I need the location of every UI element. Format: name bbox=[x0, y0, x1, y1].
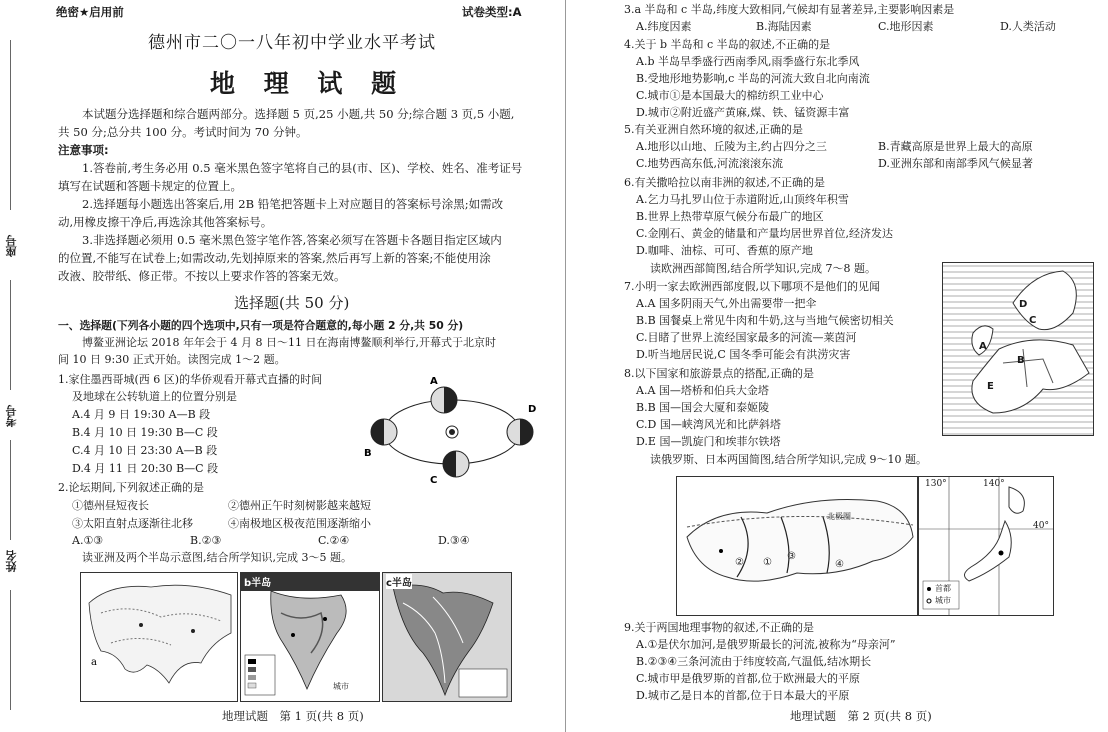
page-2 bbox=[572, 0, 1108, 732]
arctic-circle-label: 北极圈 bbox=[827, 512, 851, 521]
country-c-label: C bbox=[1029, 315, 1037, 326]
japan-map bbox=[918, 476, 1054, 616]
q2-statement: ③太阳直射点逐渐往北移 bbox=[72, 517, 193, 530]
earth-a bbox=[431, 387, 457, 413]
city-legend: 城市 bbox=[935, 596, 951, 605]
notes-title: 注意事项: bbox=[58, 143, 109, 157]
country-e-label: E bbox=[987, 381, 994, 392]
note-text: 3.非选择题必须用 0.5 毫米黑色签字笔作答,答案必须写在答题卡各题目指定区域内 bbox=[82, 233, 502, 247]
q3-option-c: C.地形因素 bbox=[878, 20, 934, 33]
question-1: 1.家住墨西哥城(西 6 区)的华侨观看开幕式直播的时间 bbox=[58, 373, 323, 386]
q4-option-a: A.b 半岛旱季盛行西南季风,雨季盛行东北季风 bbox=[636, 55, 860, 68]
orbit-label-b: B bbox=[364, 448, 372, 459]
russia-map bbox=[676, 476, 918, 616]
q9-option-c: C.城市甲是俄罗斯的首都,位于欧洲最大的平原 bbox=[636, 672, 861, 685]
question-9: 9.关于两国地理事物的叙述,不正确的是 bbox=[624, 621, 814, 634]
country-a-label: A bbox=[979, 341, 987, 352]
q3-option-b: B.海陆因素 bbox=[756, 20, 812, 33]
note-text: 2.选择题每小题选出答案后,用 2B 铅笔把答题卡上对应题目的答案标号涂黑;如需改 bbox=[82, 197, 504, 211]
asia-label-a: a bbox=[91, 657, 97, 668]
earth-b bbox=[371, 419, 397, 445]
exam-title: 德州市二〇一八年初中学业水平考试 bbox=[148, 33, 436, 53]
q4-option-c: C.城市①是本国最大的棉纺织工业中心 bbox=[636, 89, 824, 102]
q2-option-c: C.②④ bbox=[318, 534, 350, 547]
question-4: 4.关于 b 半岛和 c 半岛的叙述,不正确的是 bbox=[624, 38, 831, 51]
note-text: 改液、胶带纸、修正带。不按以上要求作答的答案无效。 bbox=[58, 269, 346, 283]
section-desc: 一、选择题(下列各小题的四个选项中,只有一项是符合题意的,每小题 2 分,共 50 分) bbox=[58, 319, 464, 332]
q2-option-d: D.③④ bbox=[438, 534, 470, 547]
orbit-label-a: A bbox=[430, 376, 438, 387]
q1-option-b: B.4 月 10 日 19:30 B—C 段 bbox=[72, 426, 218, 439]
q7-option-d: D.听当地居民说,C 国冬季可能会有洪涝灾害 bbox=[636, 348, 851, 361]
seat-label: 座号 bbox=[5, 235, 18, 257]
q7-option-b: B.B 国餐桌上常见牛肉和牛奶,这与当地气候密切相关 bbox=[636, 314, 894, 327]
exam-no-label: 考号 bbox=[5, 405, 18, 427]
q3-option-a: A.纬度因素 bbox=[636, 20, 692, 33]
question-7: 7.小明一家去欧洲西部度假,以下哪项不是他们的见闻 bbox=[624, 280, 880, 293]
q6-option-b: B.世界上热带草原气候分布最广的地区 bbox=[636, 210, 824, 223]
c-peninsula-map bbox=[382, 572, 512, 702]
subject-title: 地 理 试 题 bbox=[210, 69, 407, 98]
question-8: 8.以下国家和旅游景点的搭配,正确的是 bbox=[624, 367, 814, 380]
q5-option-a: A.地形以山地、丘陵为主,约占四分之三 bbox=[636, 140, 827, 153]
paper-type: 试卷类型:A bbox=[462, 5, 522, 19]
question-stem: 间 10 日 9:30 正式开始。读图完成 1～2 题。 bbox=[58, 353, 286, 366]
question-3: 3.a 半岛和 c 半岛,纬度大致相同,气候却有显著差异,主要影响因素是 bbox=[624, 3, 955, 16]
q6-option-c: C.金刚石、黄金的储量和产量均居世界首位,经济发达 bbox=[636, 227, 894, 240]
b-peninsula-map bbox=[240, 572, 380, 702]
q5-option-b: B.青藏高原是世界上最大的高原 bbox=[878, 140, 1033, 153]
western-europe-map bbox=[942, 262, 1094, 436]
earth-orbit-diagram bbox=[360, 370, 540, 488]
q7-option-a: A.A 国多阴雨天气,外出需要带一把伞 bbox=[636, 297, 817, 310]
q7-option-c: C.目睹了世界上流经国家最多的河流—莱茵河 bbox=[636, 331, 857, 344]
secret-label: 绝密★启用前 bbox=[56, 5, 124, 19]
q9-option-a: A.①是伏尔加河,是俄罗斯最长的河流,被称为“母亲河” bbox=[636, 638, 896, 651]
capital-legend: 首都 bbox=[935, 584, 951, 593]
earth-c bbox=[443, 451, 469, 477]
longitude-130: 130° bbox=[925, 479, 947, 489]
section-title: 选择题(共 50 分) bbox=[234, 294, 350, 312]
orbit-label-d: D bbox=[528, 404, 537, 415]
note-text: 填写在试题和答题卡规定的位置上。 bbox=[58, 179, 242, 193]
q6-option-a: A.乞力马扎罗山位于赤道附近,山顶终年积雪 bbox=[636, 193, 849, 206]
earth-d bbox=[507, 419, 533, 445]
latitude-40: 40° bbox=[1033, 521, 1049, 531]
question-stem: 读欧洲西部简图,结合所学知识,完成 7～8 题。 bbox=[650, 262, 876, 275]
page-divider bbox=[565, 0, 566, 732]
city-legend: 城市 bbox=[333, 682, 349, 691]
river-2-label: ② bbox=[735, 557, 744, 568]
question-stem: 博鳌亚洲论坛 2018 年年会于 4 月 8 日～11 日在海南博鳌顺利举行,开幕式于北京时 bbox=[82, 336, 496, 349]
country-b-label: B bbox=[1017, 355, 1025, 366]
q5-option-c: C.地势西高东低,河流滚滚东流 bbox=[636, 157, 784, 170]
question-5: 5.有关亚洲自然环境的叙述,正确的是 bbox=[624, 123, 803, 136]
q1-option-a: A.4 月 9 日 19:30 A—B 段 bbox=[72, 408, 211, 421]
name-label: 姓名 bbox=[5, 550, 18, 572]
country-d-label: D bbox=[1019, 299, 1028, 310]
intro-text: 共 50 分;总分共 100 分。考试时间为 70 分钟。 bbox=[58, 125, 308, 139]
c-peninsula-label: c半岛 bbox=[386, 574, 412, 589]
q9-option-d: D.城市乙是日本的首都,位于日本最大的平原 bbox=[636, 689, 850, 702]
q5-option-d: D.亚洲东部和南部季风气候显著 bbox=[878, 157, 1033, 170]
intro-text: 本试题分选择题和综合题两部分。选择题 5 页,25 小题,共 50 分;综合题 3 页,5 小题, bbox=[82, 107, 515, 121]
q6-option-d: D.咖啡、油棕、可可、香蕉的原产地 bbox=[636, 244, 813, 257]
q4-option-d: D.城市②附近盛产黄麻,煤、铁、锰资源丰富 bbox=[636, 106, 850, 119]
note-text: 1.答卷前,考生务必用 0.5 毫米黑色签字笔将自己的县(市、区)、学校、姓名、准考证号 bbox=[82, 161, 523, 175]
note-text: 动,用橡皮擦干净后,再选涂其他答案标号。 bbox=[58, 215, 273, 229]
q8-option-c: C.D 国—峡湾风光和比萨斜塔 bbox=[636, 418, 781, 431]
page-footer: 地理试题 第 2 页(共 8 页) bbox=[790, 709, 932, 723]
b-peninsula-label: b半岛 bbox=[244, 578, 272, 589]
q9-option-b: B.②③④三条河流由于纬度较高,气温低,结冰期长 bbox=[636, 655, 872, 668]
page-footer: 地理试题 第 1 页(共 8 页) bbox=[222, 709, 364, 723]
question-stem: 读亚洲及两个半岛示意图,结合所学知识,完成 3～5 题。 bbox=[82, 551, 352, 564]
q2-statement: ②德州正午时刻树影越来越短 bbox=[228, 499, 371, 512]
q2-option-a: A.①③ bbox=[72, 534, 104, 547]
question-6: 6.有关撒哈拉以南非洲的叙述,不正确的是 bbox=[624, 176, 825, 189]
question-stem: 读俄罗斯、日本两国简图,结合所学知识,完成 9～10 题。 bbox=[650, 453, 927, 466]
q8-option-a: A.A 国—塔桥和伯兵大金塔 bbox=[636, 384, 769, 397]
orbit-label-c: C bbox=[430, 475, 438, 486]
note-text: 的位置,不能写在试卷上;如需改动,先划掉原来的答案,然后再写上新的答案;不能使用涂 bbox=[58, 251, 491, 265]
river-4-label: ④ bbox=[835, 559, 844, 570]
q2-statement: ④南极地区极夜范围逐渐缩小 bbox=[228, 517, 371, 530]
river-1-label: ① bbox=[763, 557, 772, 568]
q1-option-c: C.4 月 10 日 23:30 A—B 段 bbox=[72, 444, 218, 457]
asia-map bbox=[80, 572, 238, 702]
q3-option-d: D.人类活动 bbox=[1000, 20, 1056, 33]
q2-statement: ①德州昼短夜长 bbox=[72, 499, 149, 512]
river-3-label: ③ bbox=[787, 551, 796, 562]
question-2: 2.论坛期间,下列叙述正确的是 bbox=[58, 481, 204, 494]
q4-option-b: B.受地形地势影响,c 半岛的河流大致自北向南流 bbox=[636, 72, 870, 85]
q8-option-b: B.B 国—国会大厦和泰姬陵 bbox=[636, 401, 770, 414]
q1-option-d: D.4 月 11 日 20:30 B—C 段 bbox=[72, 462, 219, 475]
q8-option-d: D.E 国—凯旋门和埃菲尔铁塔 bbox=[636, 435, 781, 448]
longitude-140: 140° bbox=[983, 479, 1005, 489]
question-1: 及地球在公转轨道上的位置分别是 bbox=[72, 390, 237, 403]
q2-option-b: B.②③ bbox=[190, 534, 222, 547]
